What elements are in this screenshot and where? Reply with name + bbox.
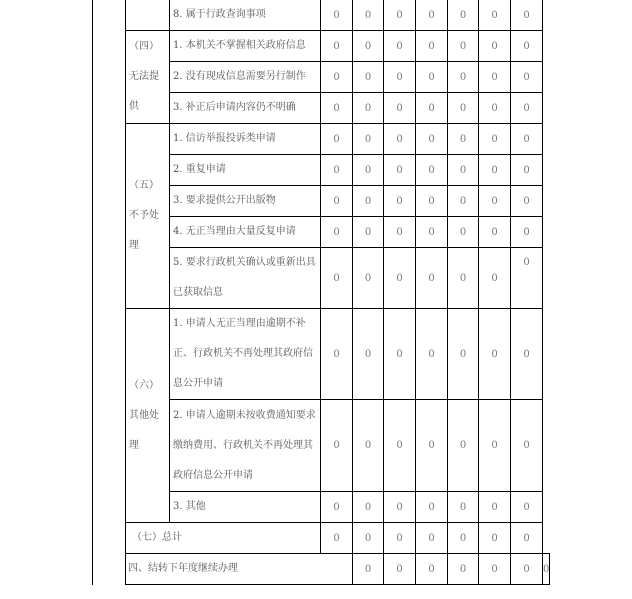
value-cell: 0 <box>321 155 353 186</box>
value-cell: 0 <box>416 400 448 492</box>
group-label-line: 理 <box>129 240 139 251</box>
value-cell: 0 <box>384 186 416 217</box>
value-cell: 0 <box>511 492 543 523</box>
total-row <box>93 523 550 554</box>
value-cell: 0 <box>416 93 448 124</box>
row-label: 1. 申请人无正当理由逾期不补正、行政机关不再处理其政府信息公开申请 <box>170 309 321 400</box>
row-label: 2. 没有现成信息需要另行制作 <box>170 62 321 93</box>
table-row <box>93 124 550 155</box>
value-cell: 0 <box>353 309 384 400</box>
value-cell: 0 <box>479 124 511 155</box>
value-cell: 0 <box>448 155 479 186</box>
row-label: 2. 申请人逾期未按收费通知要求缴纳费用、行政机关不再处理其政府信息公开申请 <box>170 400 321 492</box>
value-cell: 0 <box>321 309 353 400</box>
value-cell: 0 <box>416 309 448 400</box>
value-cell: 0 <box>479 93 511 124</box>
value-cell: 0 <box>448 124 479 155</box>
value-cell: 0 <box>416 523 448 554</box>
outer-section-cell <box>93 0 126 585</box>
table-row <box>93 309 550 400</box>
group-label-line: （六） <box>129 379 159 391</box>
total-label: （七）总计 <box>126 523 321 554</box>
value-cell: 0 <box>384 309 416 400</box>
value-cell: 0 <box>353 124 384 155</box>
value-cell: 0 <box>511 248 543 309</box>
value-cell: 0 <box>448 523 479 554</box>
value-cell: 0 <box>448 186 479 217</box>
table-row <box>93 31 550 62</box>
value-cell: 0 <box>511 186 543 217</box>
value-cell: 0 <box>448 217 479 248</box>
value-cell: 0 <box>384 62 416 93</box>
value-cell: 0 <box>416 186 448 217</box>
value-cell: 0 <box>511 309 543 400</box>
value-cell: 0 <box>384 31 416 62</box>
carryover-label: 四、结转下年度继续办理 <box>126 554 353 585</box>
value-cell: 0 <box>384 155 416 186</box>
value-cell: 0 <box>511 217 543 248</box>
value-cell: 0 <box>416 492 448 523</box>
group-label-other-processing <box>126 309 170 523</box>
value-cell: 0 <box>384 492 416 523</box>
value-cell: 0 <box>321 400 353 492</box>
group-label-line: 无法提 <box>129 71 159 82</box>
value-cell: 0 <box>384 248 416 309</box>
value-cell: 0 <box>448 400 479 492</box>
value-cell: 0 <box>416 554 448 585</box>
value-cell: 0 <box>511 93 543 124</box>
row-label: 1. 本机关不掌握相关政府信息 <box>170 31 321 62</box>
value-cell: 0 <box>384 124 416 155</box>
row-label: 3. 要求提供公开出版物 <box>170 186 321 217</box>
group-label-line: （五） <box>129 180 159 191</box>
value-cell: 0 <box>511 124 543 155</box>
disclosure-stats-table-container <box>92 0 550 585</box>
value-cell: 0 <box>384 400 416 492</box>
value-cell: 0 <box>479 0 511 31</box>
value-cell: 0 <box>511 523 543 554</box>
value-cell: 0 <box>448 0 479 31</box>
value-cell: 0 <box>479 62 511 93</box>
row-label: 8. 属于行政查询事项 <box>170 0 321 31</box>
value-cell: 0 <box>543 554 550 585</box>
value-cell: 0 <box>511 400 543 492</box>
value-cell: 0 <box>416 248 448 309</box>
value-cell: 0 <box>353 400 384 492</box>
row-label: 3. 其他 <box>170 492 321 523</box>
value-cell: 0 <box>479 523 511 554</box>
value-cell: 0 <box>511 62 543 93</box>
value-cell: 0 <box>511 155 543 186</box>
value-cell: 0 <box>416 31 448 62</box>
value-cell: 0 <box>479 217 511 248</box>
value-cell: 0 <box>353 554 384 585</box>
value-cell: 0 <box>511 554 543 585</box>
value-cell: 0 <box>479 492 511 523</box>
value-cell: 0 <box>321 186 353 217</box>
disclosure-stats-table <box>92 0 550 585</box>
value-cell: 0 <box>416 217 448 248</box>
group-label-line: （四） <box>129 41 159 52</box>
value-cell: 0 <box>448 31 479 62</box>
value-cell: 0 <box>448 492 479 523</box>
row-label: 1. 信访举报投诉类申请 <box>170 124 321 155</box>
value-cell: 0 <box>353 93 384 124</box>
row-label: 2. 重复申请 <box>170 155 321 186</box>
row-label: 5. 要求行政机关确认或重新出具已获取信息 <box>170 248 321 309</box>
value-cell: 0 <box>353 0 384 31</box>
value-cell: 0 <box>321 31 353 62</box>
group-label-line: 不予处 <box>129 210 159 221</box>
value-cell: 0 <box>416 155 448 186</box>
value-cell: 0 <box>353 523 384 554</box>
value-cell: 0 <box>353 217 384 248</box>
value-cell: 0 <box>416 0 448 31</box>
value-cell: 0 <box>353 492 384 523</box>
value-cell: 0 <box>416 124 448 155</box>
group-label-not-processed <box>126 124 170 309</box>
value-cell: 0 <box>353 62 384 93</box>
value-cell: 0 <box>353 186 384 217</box>
value-cell: 0 <box>321 62 353 93</box>
value-cell: 0 <box>321 523 353 554</box>
value-cell: 0 <box>479 309 511 400</box>
value-cell: 0 <box>321 248 353 309</box>
value-cell: 0 <box>479 155 511 186</box>
value-cell: 0 <box>321 93 353 124</box>
group-label-line: 理 <box>129 439 139 451</box>
value-cell: 0 <box>479 400 511 492</box>
group-label-line: 其他处 <box>129 409 159 421</box>
group-cell-continued <box>126 0 170 31</box>
value-cell: 0 <box>511 0 543 31</box>
group-label-unable-to-provide <box>126 31 170 124</box>
value-cell: 0 <box>321 217 353 248</box>
value-cell: 0 <box>353 31 384 62</box>
value-cell: 0 <box>321 124 353 155</box>
value-cell: 0 <box>384 554 416 585</box>
value-cell: 0 <box>479 248 511 309</box>
value-cell: 0 <box>416 62 448 93</box>
value-cell: 0 <box>448 62 479 93</box>
value-cell: 0 <box>479 186 511 217</box>
value-cell: 0 <box>479 31 511 62</box>
row-label: 3. 补正后申请内容仍不明确 <box>170 93 321 124</box>
value-cell: 0 <box>448 93 479 124</box>
value-cell: 0 <box>479 554 511 585</box>
value-cell: 0 <box>321 0 353 31</box>
value-cell: 0 <box>384 0 416 31</box>
value-cell: 0 <box>321 492 353 523</box>
value-cell: 0 <box>384 217 416 248</box>
value-cell: 0 <box>353 248 384 309</box>
value-cell: 0 <box>384 523 416 554</box>
value-cell: 0 <box>384 93 416 124</box>
carryover-row <box>93 554 550 585</box>
row-label: 4. 无正当理由大量反复申请 <box>170 217 321 248</box>
value-cell: 0 <box>511 31 543 62</box>
table-row <box>93 0 550 31</box>
value-cell: 0 <box>448 554 479 585</box>
value-cell: 0 <box>448 248 479 309</box>
value-cell: 0 <box>353 155 384 186</box>
group-label-line: 供 <box>129 101 139 112</box>
value-cell: 0 <box>448 309 479 400</box>
